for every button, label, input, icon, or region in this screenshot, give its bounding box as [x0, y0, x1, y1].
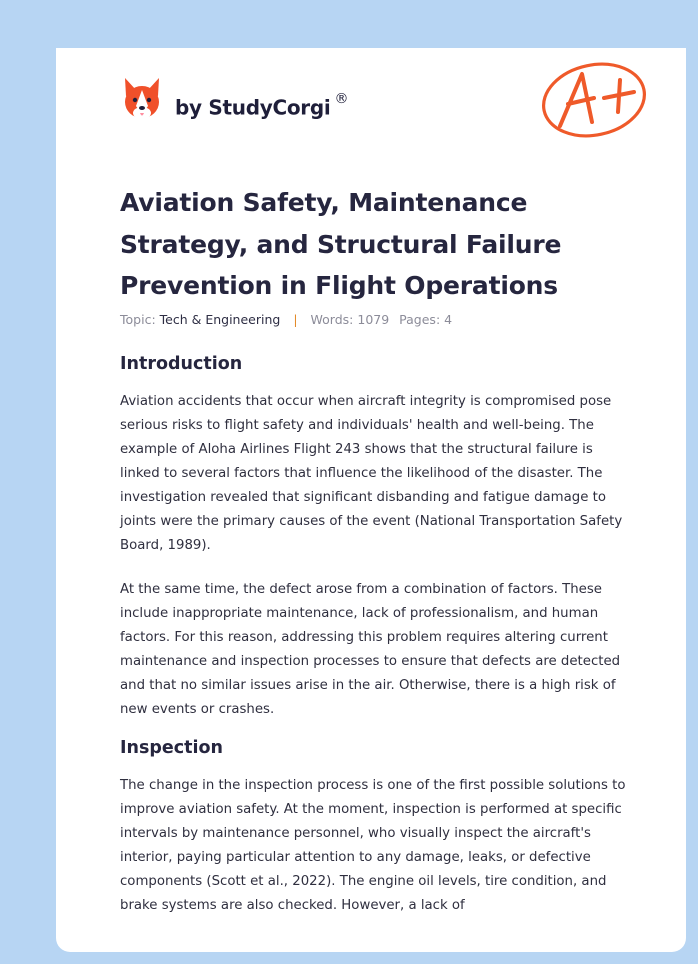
inspection-heading: Inspection — [120, 738, 224, 758]
meta-separator: | — [293, 312, 298, 327]
studycorgi-logo[interactable] — [122, 76, 162, 122]
topic-label: Topic: — [120, 312, 156, 327]
words-label: Words: — [310, 312, 354, 327]
brand-label: by StudyCorgi — [175, 95, 331, 120]
pages-label: Pages: — [399, 312, 441, 327]
essay-meta — [120, 312, 452, 327]
introduction-heading: Introduction — [120, 354, 243, 374]
topic-link[interactable]: Tech & Engineering — [159, 312, 281, 327]
grade-badge-icon — [538, 58, 650, 140]
essay-title: Aviation Safety, Maintenance Strategy, and Structural Failure Prevention in Flight Operations — [120, 188, 562, 300]
inspection-paragraph-1: The change in the inspection process is one of the first possible solutions to improve aviation safety. At the moment, inspection is performed at specific intervals by maintenance personnel, who visually inspect the aircraft's interior, paying particular attention to any damage, leaks, or defective components (Scott et al., 2022). The engine oil levels, tire condition, and brake systems are also checked. However, a lack of — [120, 778, 626, 913]
pages-value: 4 — [444, 312, 453, 327]
brand-name[interactable] — [175, 91, 349, 120]
introduction-paragraph-2: At the same time, the defect arose from a combination of factors. These include inappropriate maintenance, lack of professionalism, and human factors. For this reason, addressing this problem requires altering current maintenance and inspection processes to ensure that defects are detected and that no similar issues arise in the air. Otherwise, there is a high risk of new events or crashes. — [120, 582, 621, 717]
corgi-icon — [122, 76, 162, 122]
introduction-paragraph-1: Aviation accidents that occur when aircraft integrity is compromised pose serious risks to flight safety and individuals' health and well-being. The example of Aloha Airlines Flight 243 shows that the structural failure is linked to several factors that influence the likelihood of the disaster. The investigation revealed that significant disbanding and fatigue damage to joints were the primary causes of the event (National Transportation Safety Board, 1989). — [120, 394, 623, 553]
grade-badge — [538, 58, 650, 144]
words-value: 1079 — [357, 312, 390, 327]
document-card — [56, 48, 686, 952]
registered-mark: ® — [334, 91, 349, 107]
